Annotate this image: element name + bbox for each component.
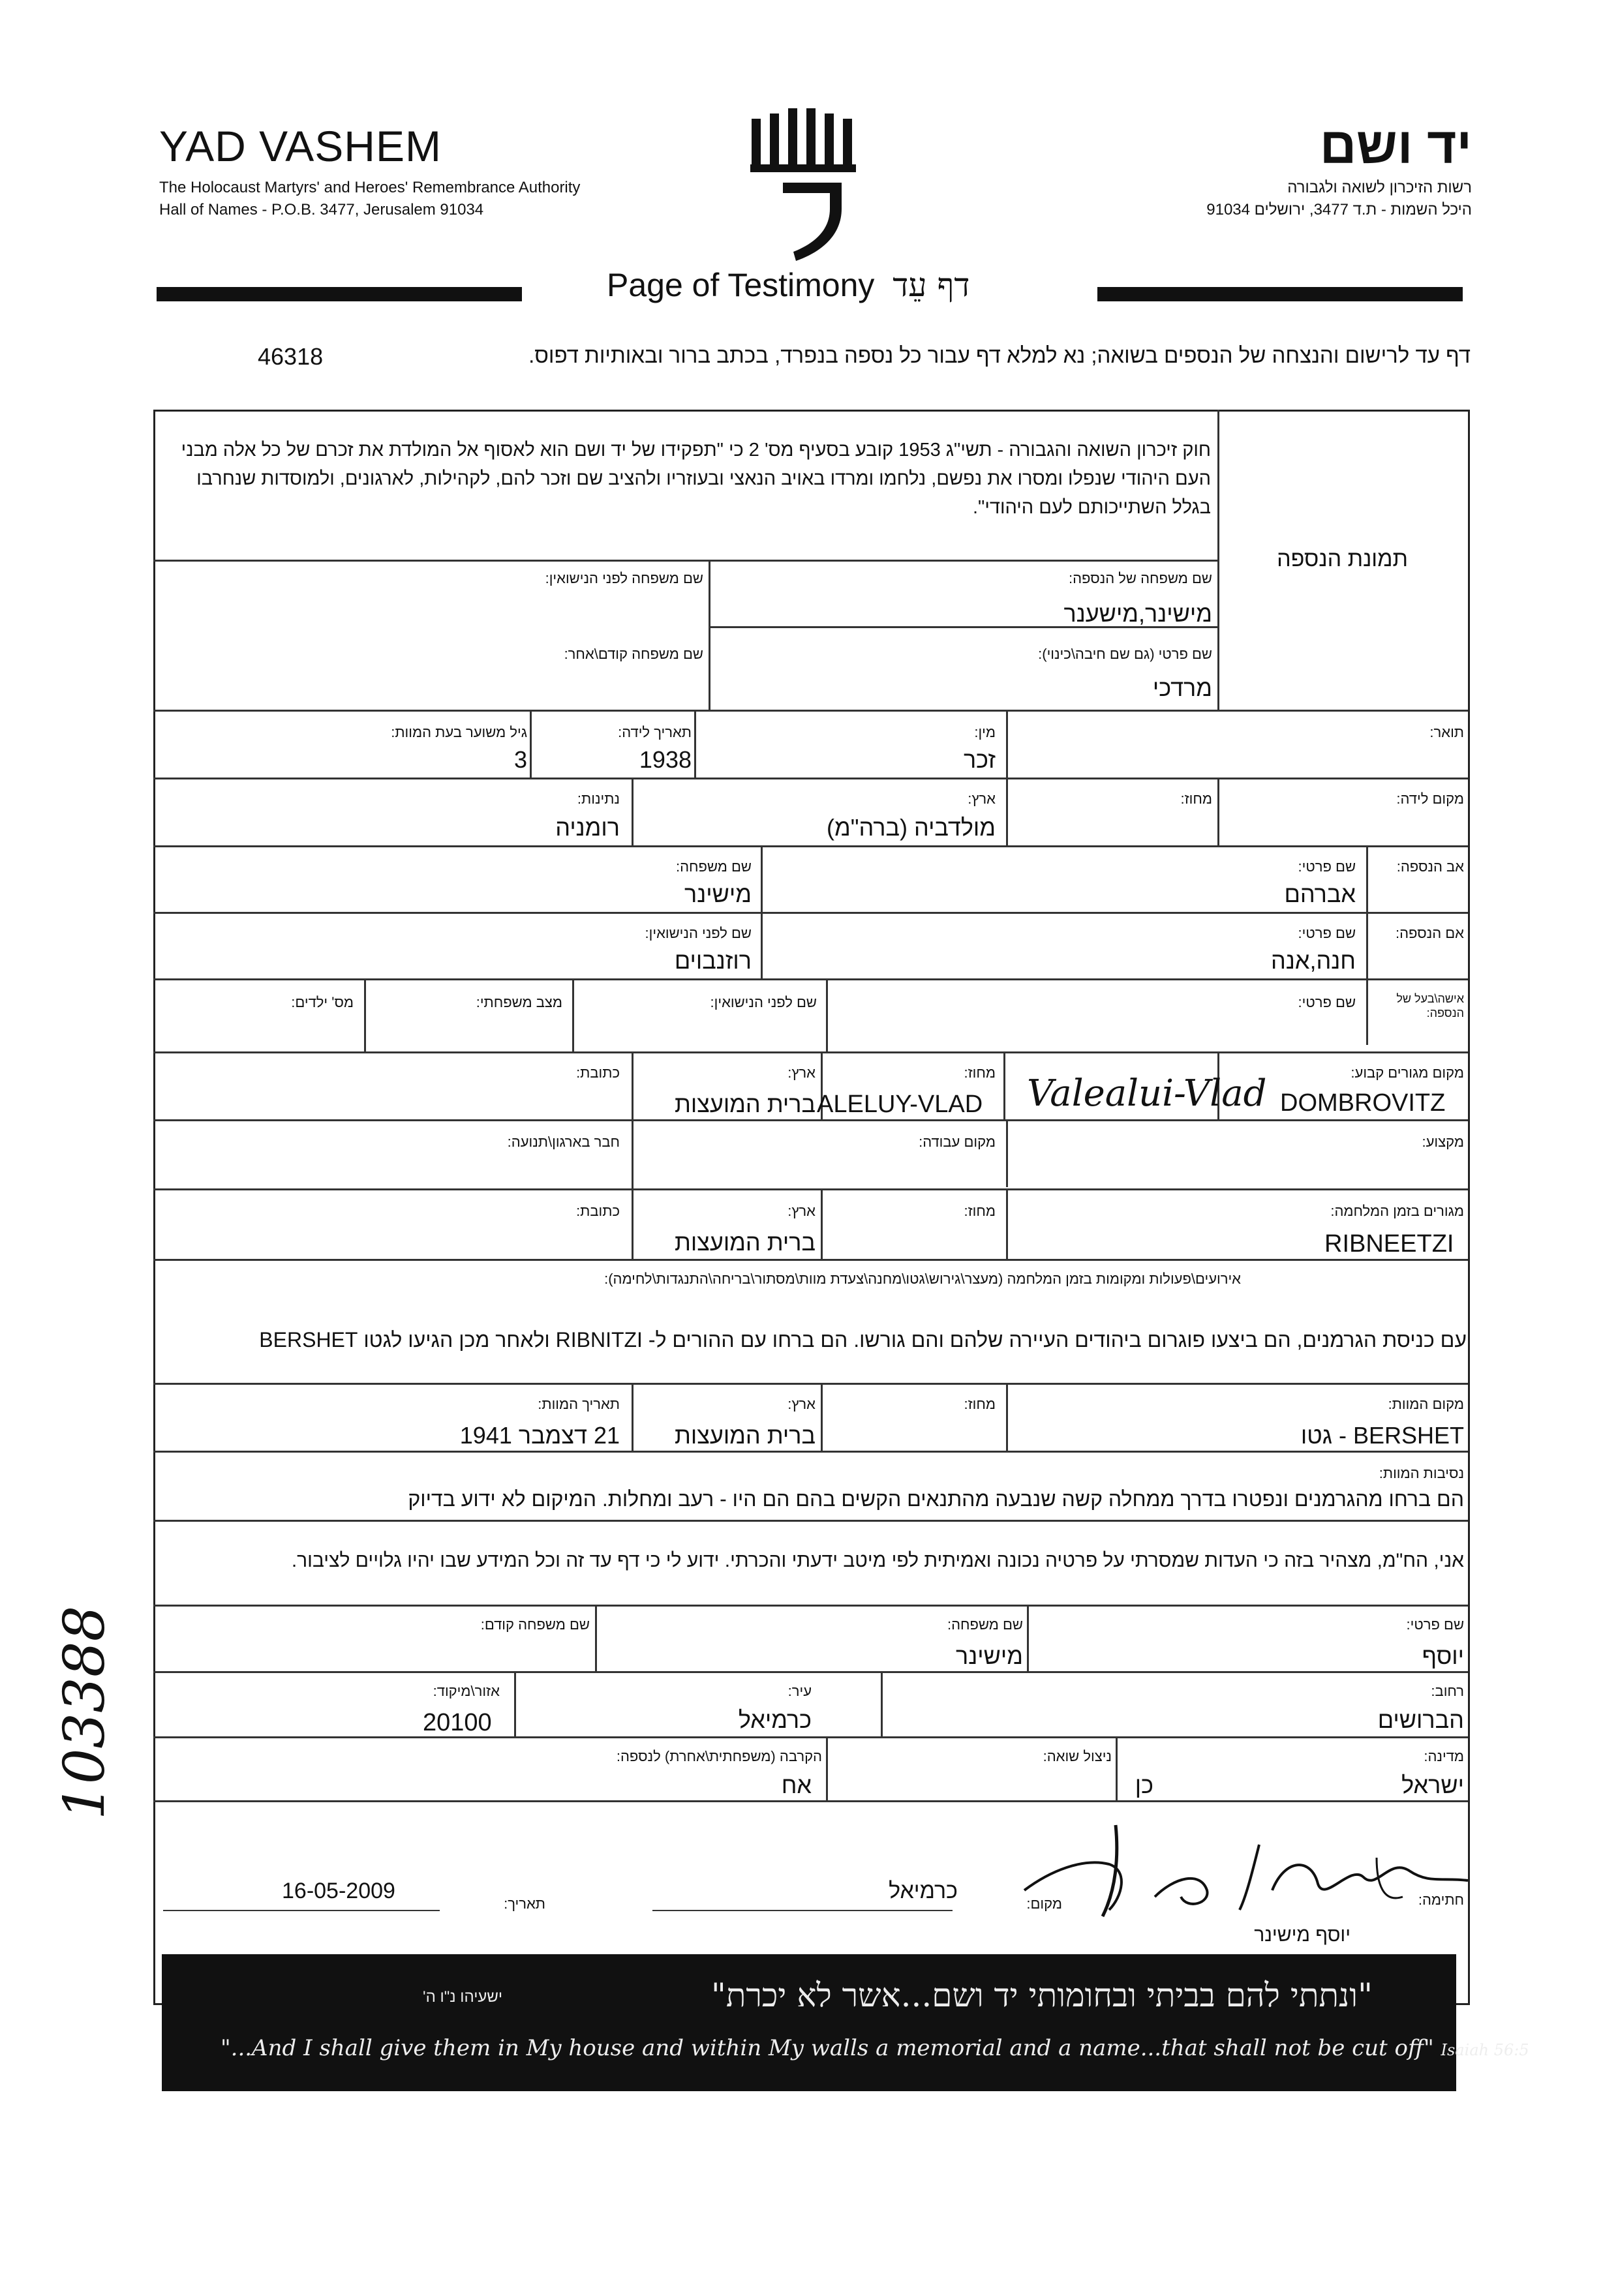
birth-country-label: ארץ: — [968, 791, 996, 807]
death-circumstances-label: נסיבות המוות: — [1379, 1465, 1464, 1481]
victim-surname-label: שם משפחה של הנספה: — [1068, 570, 1212, 586]
photo-label: תמונת הנספה — [1277, 547, 1408, 571]
zip-value[interactable]: 20100 — [423, 1709, 492, 1736]
death-country-value[interactable]: ברית המועצות — [675, 1422, 816, 1449]
residence-district-label: מחוז: — [964, 1065, 996, 1081]
maiden-name-label: שם משפחה לפני הנישואין: — [545, 570, 703, 586]
death-country-label: ארץ: — [787, 1396, 816, 1412]
yad-vashem-english-title: YAD VASHEM — [159, 122, 442, 170]
address-label: כתובת: — [576, 1065, 620, 1081]
signature-icon — [1011, 1819, 1507, 1923]
membership-label: חבר בארגון\תנועה: — [507, 1134, 620, 1150]
victim-surname-value[interactable]: מישינר,מישענר — [1063, 600, 1212, 627]
previous-surname-label: שם משפחה קודם\אחר: — [564, 646, 703, 662]
gender-value[interactable]: זכר — [963, 746, 996, 773]
birth-place-label: מקום לידה: — [1396, 791, 1464, 807]
first-name-label: שם פרטי (גם שם חיבה\כינוי): — [1038, 646, 1212, 662]
archive-number: 103388 — [52, 1605, 117, 1820]
hebrew-quote: "ונתתי להם בביתי ובחומותי יד ושם...אשר לא יכרת" — [710, 1976, 1373, 2014]
father-family-value[interactable]: מישינר — [684, 881, 752, 907]
english-subtitle-1: The Holocaust Martyrs' and Heroes' Remembrance Authority — [159, 179, 581, 196]
residence-district-value[interactable]: ALELUY-VLAD — [817, 1091, 983, 1118]
birth-district-label: מחוז: — [1180, 791, 1212, 807]
witness-first-label: שם פרטי: — [1406, 1616, 1464, 1633]
wartime-address-label: כתובת: — [576, 1203, 620, 1219]
wartime-residence-value[interactable]: RIBNEETZI — [1324, 1230, 1454, 1258]
state-label: מדינה: — [1424, 1748, 1464, 1764]
intro-instructions: דף עד לרישום והנצחה של הנספים בשואה; נא למלא דף עבור כל נספה בנפרד, בכתב ברור ובאותיות דפוס. — [528, 343, 1471, 367]
wartime-residence-label: מגורים בזמן המלחמה: — [1330, 1203, 1464, 1219]
relation-value[interactable]: אח — [781, 1772, 812, 1798]
isaiah-quote-banner — [162, 1954, 1529, 2091]
street-label: רחוב: — [1431, 1683, 1464, 1699]
mother-maiden-label: שם לפני הנישואין: — [645, 925, 752, 941]
english-quote: "...And I shall give them in My house and within My walls a memorial and a name...that shall not be cut off" Isaiah 56:5 — [221, 2035, 1529, 2061]
spouse-first-label: שם פרטי: — [1298, 994, 1356, 1010]
zip-label: אזור\מיקוד: — [433, 1683, 500, 1699]
death-place-label: מקום המוות: — [1388, 1396, 1464, 1412]
father-family-label: שם משפחה: — [675, 858, 752, 875]
mother-first-value[interactable]: חנה,אנה — [1271, 947, 1356, 974]
father-first-value[interactable]: אברהם — [1284, 881, 1356, 907]
mother-maiden-value[interactable]: רוזנבוים — [674, 947, 752, 974]
father-label: אב הנספה: — [1396, 858, 1464, 875]
age-value[interactable]: 3 — [513, 746, 527, 773]
english-subtitle-2: Hall of Names - P.O.B. 3477, Jerusalem 91034 — [159, 201, 484, 219]
wartime-country-value[interactable]: ברית המועצות — [675, 1229, 816, 1256]
workplace-label: מקום עבודה: — [919, 1134, 996, 1150]
victim-first-name-value[interactable]: מרדכי — [1152, 674, 1212, 701]
residence-label: מקום מגורים קבוע: — [1351, 1065, 1464, 1081]
father-first-label: שם פרטי: — [1298, 858, 1356, 875]
relation-label: הקרבה (משפחתית\אחרת) לנספה: — [616, 1748, 822, 1764]
marital-status-label: מצב משפחתי: — [476, 994, 562, 1010]
place-value[interactable]: כרמיאל — [889, 1879, 958, 1903]
law-statement: חוק זיכרון השואה והגבורה - תשי"ג 1953 קובע בסעיף מס' 2 כי "תפקידו של יד ושם הוא לאסוף אל המולדת את זכרם של כל אלה מבני העם היהודי שנפלו ומסרו את נפשם, נלחמו ומרדו באויב הנאצי ובעוזריו ולהציב שם וזכר להם, לקהילות, לארגונים, ולמוסדות שנחרבו בגלל השתייכותם לעם היהודי". — [181, 440, 1211, 518]
witness-family-value[interactable]: מישינר — [956, 1642, 1023, 1669]
city-label: עיר: — [787, 1683, 812, 1699]
yad-vashem-hebrew-title: יד ושם — [1319, 117, 1472, 174]
date-value[interactable]: 16-05-2009 — [282, 1879, 395, 1903]
birth-date-value[interactable]: 1938 — [639, 746, 692, 773]
residence-handwritten: Valealui-Vlad — [1027, 1072, 1267, 1115]
hebrew-subtitle-1: רשות הזיכרון לשואה ולגבורה — [1287, 179, 1472, 196]
survivor-label: ניצול שואה: — [1043, 1748, 1112, 1764]
residence-value[interactable]: DOMBROVITZ — [1280, 1089, 1446, 1117]
witness-first-value[interactable]: יוסף — [1422, 1642, 1464, 1669]
spouse-label: אישה\בעל של הנספה: — [1396, 992, 1464, 1020]
profession-label: מקצוע: — [1422, 1134, 1464, 1150]
wartime-country-label: ארץ: — [787, 1203, 816, 1219]
street-value[interactable]: הברושים — [1377, 1706, 1464, 1733]
page-of-testimony-title: Page of Testimony דף עֵד — [607, 266, 970, 304]
mother-label: אם הנספה: — [1395, 925, 1464, 941]
death-place-value[interactable]: BERSHET - גטו — [1300, 1422, 1464, 1449]
declaration-text: אני, הח"מ, מצהיר בזה כי העדות שמסרתי על פרטיה נכונה ואמיתית לפי מיטב ידעתי והכרתי. ידוע לי כי דף עד זה וכל המידע שבו יהיו גלויים לציבור. — [291, 1550, 1464, 1571]
witness-prev-surname-label: שם משפחה קודם: — [480, 1616, 590, 1633]
yad-vashem-logo-icon — [744, 104, 874, 267]
events-label: אירועים\פעולות ומקומות בזמן המלחמה (מעצר\גירוש\גטו\מחנה\צעדת מוות\מסתור\בריחה\התנגדות\לחימה): — [604, 1271, 1241, 1287]
hebrew-quote-source: ישעיהו נ"ו ה' — [423, 1988, 503, 2006]
wartime-district-label: מחוז: — [964, 1203, 996, 1219]
gender-label: מין: — [974, 724, 996, 740]
death-date-label: תאריך המוות: — [538, 1396, 620, 1412]
survivor-value[interactable]: כן — [1135, 1772, 1153, 1798]
signature-label: חתימה: — [1418, 1892, 1464, 1908]
witness-family-label: שם משפחה: — [947, 1616, 1023, 1633]
header-rule-right — [1097, 287, 1463, 301]
date-label: תאריך: — [504, 1896, 545, 1912]
header-rule-left — [157, 287, 522, 301]
death-district-label: מחוז: — [964, 1396, 996, 1412]
birth-date-label: תאריך לידה: — [618, 724, 692, 740]
residence-country-value[interactable]: ברית המועצות — [675, 1091, 816, 1117]
city-value[interactable]: כרמיאל — [738, 1706, 812, 1733]
birth-country-value[interactable]: מולדביה (ברה"מ) — [826, 814, 996, 841]
testimony-number: 46318 — [258, 343, 324, 370]
spouse-maiden-label: שם לפני הנישואין: — [710, 994, 817, 1010]
death-circumstances-value[interactable]: הם ברחו מהגרמנים ונפטרו בדרך ממחלה קשה שנבעה מהתנאים הקשים בהם הם היו - רעב ומחלות. המיקום לא ידוע בדיוק — [408, 1487, 1464, 1511]
events-value[interactable]: עם כניסת הגרמנים, הם ביצעו פוגרום ביהודים העיירה שלהם והם גורשו. הם ברחו עם ההורים ל- RIBNITZI ולאחר מכן הגיעו לגטו BERSHET — [259, 1328, 1467, 1352]
age-label: גיל משוער בעת המוות: — [391, 724, 527, 740]
place-label: מקום: — [1026, 1896, 1062, 1912]
signer-name: יוסף מישינר — [1254, 1924, 1351, 1946]
residence-country-label: ארץ: — [787, 1065, 816, 1081]
mother-first-label: שם פרטי: — [1298, 925, 1356, 941]
nationality-value[interactable]: רומניה — [555, 814, 620, 841]
children-count-label: מס' ילדים: — [291, 994, 354, 1010]
death-date-value[interactable]: 21 דצמבר 1941 — [459, 1422, 620, 1449]
nationality-label: נתינות: — [577, 791, 620, 807]
title-label: תואר: — [1429, 724, 1464, 740]
hebrew-subtitle-2: היכל השמות - ת.ד 3477, ירושלים 91034 — [1206, 201, 1472, 219]
state-value[interactable]: ישראל — [1401, 1772, 1464, 1798]
